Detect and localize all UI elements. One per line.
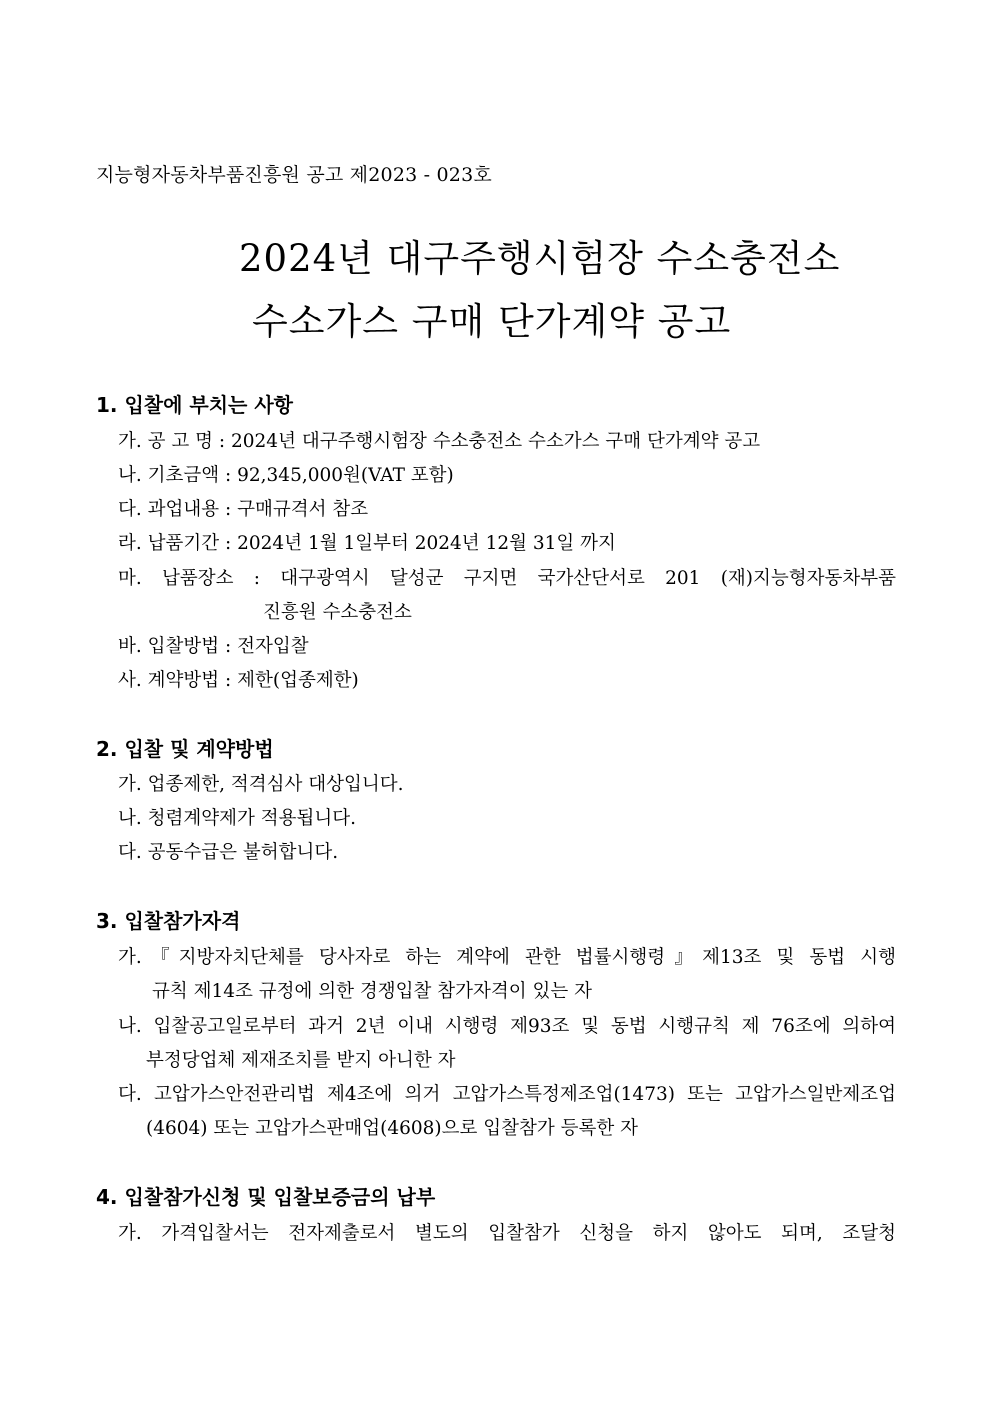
document-title-line1: 2024년 대구주행시험장 수소충전소	[239, 237, 841, 280]
section-3-item-text: 가.『지방자치단체를 당사자로 하는 계약에 관한 법률시행령』제13조 및 동법 시행	[118, 947, 896, 968]
section-3-item-text: 나. 입찰공고일로부터 과거 2년 이내 시행령 제93조 및 동법 시행규칙 제 76조에 의하여	[118, 1016, 896, 1037]
section-1-heading: 1. 입찰에 부치는 사항	[96, 393, 293, 417]
section-2-item: 가. 업종제한, 적격심사 대상입니다.	[118, 774, 404, 795]
section-1-item-text: 마. 납품장소 : 대구광역시 달성군 구지면 국가산단서로 201 (재)지능형자동차부품	[118, 568, 896, 589]
section-4-item-text: 가. 가격입찰서는 전자제출로서 별도의 입찰참가 신청을 하지 않아도 되며, 조달청	[118, 1223, 896, 1244]
section-3-item-continuation: 부정당업체 제재조치를 받지 아니한 자	[146, 1050, 456, 1071]
notice-number: 지능형자동차부품진흥원 공고 제2023 - 023호	[96, 164, 492, 186]
section-1-item: 가. 공 고 명 : 2024년 대구주행시험장 수소충전소 수소가스 구매 단가계약 공고	[118, 431, 761, 452]
section-3-item	[118, 1012, 896, 1038]
section-2-heading: 2. 입찰 및 계약방법	[96, 737, 274, 761]
document-title-line2: 수소가스 구매 단가계약 공고	[252, 300, 732, 343]
section-1-item: 나. 기초금액 : 92,345,000원(VAT 포함)	[118, 465, 454, 486]
section-2-item: 나. 청렴계약제가 적용됩니다.	[118, 808, 356, 829]
section-1-item-continuation: 진흥원 수소충전소	[263, 602, 412, 623]
section-1-item: 다. 과업내용 : 구매규격서 참조	[118, 499, 369, 520]
section-1-item: 라. 납품기간 : 2024년 1월 1일부터 2024년 12월 31일 까지	[118, 533, 616, 554]
section-3-item	[118, 1080, 896, 1106]
section-3-item	[118, 943, 896, 969]
section-3-item-continuation: 규칙 제14조 규정에 의한 경쟁입찰 참가자격이 있는 자	[152, 981, 592, 1002]
section-3-item-text: 다. 고압가스안전관리법 제4조에 의거 고압가스특정제조업(1473) 또는 고압가스일반제조업	[118, 1084, 896, 1105]
section-2-item: 다. 공동수급은 불허합니다.	[118, 842, 339, 863]
section-1-item: 바. 입찰방법 : 전자입찰	[118, 636, 309, 657]
section-3-heading: 3. 입찰참가자격	[96, 909, 241, 933]
section-1-item	[118, 564, 896, 590]
section-1-item: 사. 계약방법 : 제한(업종제한)	[118, 670, 359, 691]
section-4-heading: 4. 입찰참가신청 및 입찰보증금의 납부	[96, 1185, 436, 1209]
section-3-item-continuation: (4604) 또는 고압가스판매업(4608)으로 입찰참가 등록한 자	[146, 1118, 638, 1139]
section-4-item	[118, 1219, 896, 1245]
